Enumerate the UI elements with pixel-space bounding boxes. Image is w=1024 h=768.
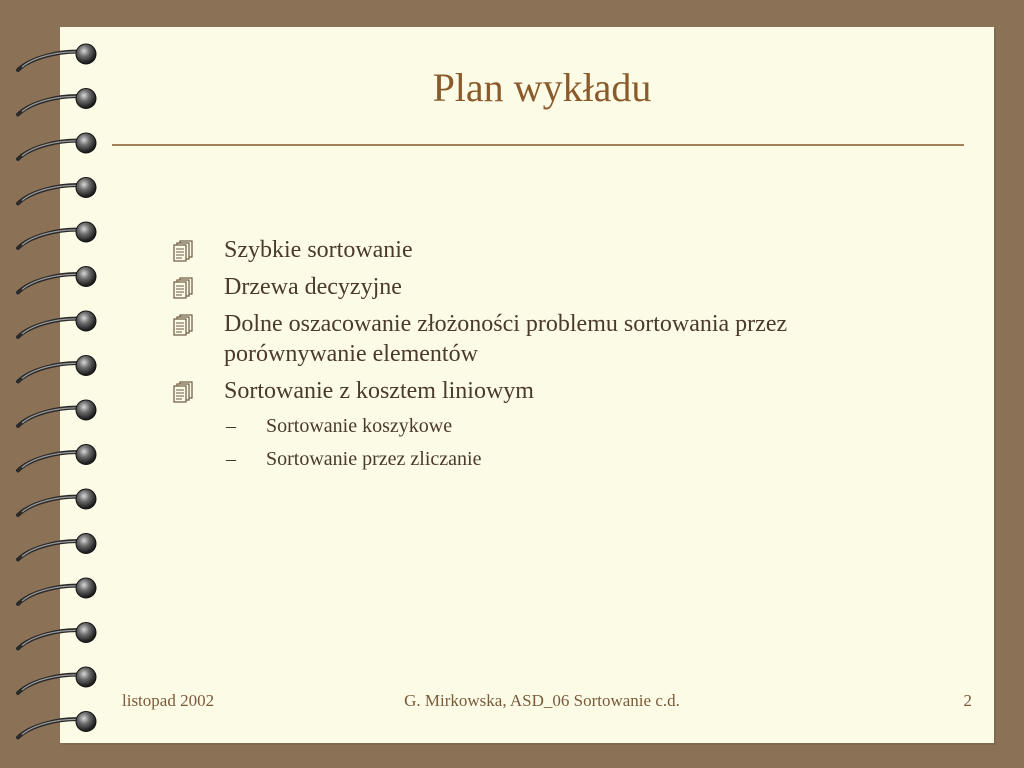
bullet-item bbox=[172, 309, 872, 369]
spiral-ring bbox=[76, 578, 96, 598]
spiral-ring bbox=[76, 712, 96, 732]
spiral-ring bbox=[76, 44, 96, 64]
spiral-ring bbox=[76, 489, 96, 509]
slide-title: Plan wykładu bbox=[432, 65, 652, 110]
bullet-text: Sortowanie z kosztem liniowym bbox=[224, 378, 534, 404]
spiral-ring bbox=[76, 534, 96, 554]
spiral-ring bbox=[76, 667, 96, 687]
sub-bullet-text: Sortowanie przez zliczanie bbox=[266, 448, 482, 470]
bullet-text: Dolne oszacowanie złożoności problemu sortowania przez porównywanie elementów bbox=[224, 311, 788, 367]
footer-page-number: 2 bbox=[963, 691, 972, 710]
spiral-ring bbox=[76, 222, 96, 242]
spiral-ring bbox=[76, 445, 96, 465]
footer-date: listopad 2002 bbox=[122, 691, 215, 710]
spiral-binding-icon bbox=[0, 0, 110, 768]
spiral-ring bbox=[76, 133, 96, 153]
bullet-item bbox=[172, 376, 872, 406]
spiral-ring bbox=[76, 623, 96, 643]
bullet-text: Szybkie sortowanie bbox=[224, 237, 413, 263]
sub-bullet-dash: – bbox=[226, 448, 236, 470]
bullet-list bbox=[172, 235, 872, 479]
sub-bullet-item bbox=[172, 413, 872, 439]
stacked-pages-icon bbox=[172, 381, 194, 403]
sub-bullet-dash: – bbox=[226, 415, 236, 437]
sub-bullet-text: Sortowanie koszykowe bbox=[266, 415, 453, 437]
spiral-ring bbox=[76, 356, 96, 376]
spiral-ring bbox=[76, 400, 96, 420]
footer-author: G. Mirkowska, ASD_06 Sortowanie c.d. bbox=[404, 691, 680, 710]
bullet-text: Drzewa decyzyjne bbox=[224, 274, 402, 300]
stacked-pages-icon bbox=[172, 277, 194, 299]
stacked-pages-icon bbox=[172, 314, 194, 336]
spiral-ring bbox=[76, 267, 96, 287]
spiral-ring bbox=[76, 311, 96, 331]
sub-bullet-item bbox=[172, 446, 872, 472]
stacked-pages-icon bbox=[172, 240, 194, 262]
title-divider bbox=[112, 144, 964, 146]
bullet-item bbox=[172, 272, 872, 302]
bullet-item bbox=[172, 235, 872, 265]
spiral-ring bbox=[76, 178, 96, 198]
